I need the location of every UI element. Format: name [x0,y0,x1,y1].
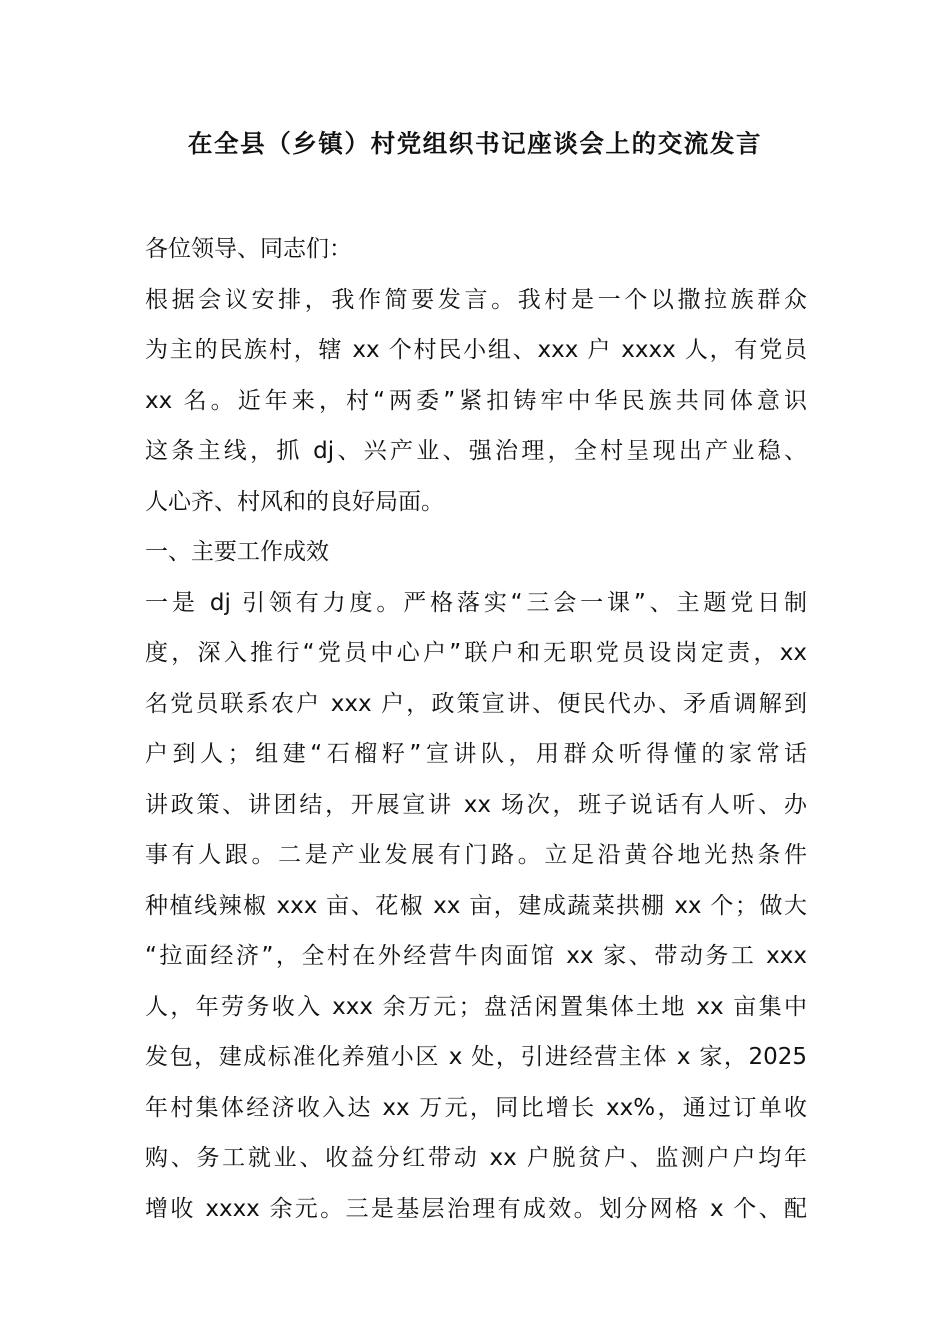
paragraph-line: 发包，建成标准化养殖小区 x 处，引进经营主体 x 家，2025 [145,1044,807,1070]
paragraph-line: 讲政策、讲团结，开展宣讲 xx 场次，班子说话有人听、办 [145,791,807,818]
paragraph-line: 一是 dj 引领有力度。严格落实“三会一课”、主题党日制 [145,589,807,616]
paragraph-line: xx 名。近年来，村“两委”紧扣铸牢中华民族共同体意识 [145,387,807,414]
paragraph-line: 各位领导、同志们： [145,236,352,262]
paragraph-line: 购、务工就业、收益分红带动 xx 户脱贫户、监测户户均年 [145,1145,807,1171]
document-title: 在全县（乡镇）村党组织书记座谈会上的交流发言 [187,129,763,158]
paragraph-line: “拉面经济”，全村在外经营牛肉面馆 xx 家、带动务工 xxx [145,943,807,969]
paragraph-line: 增收 xxxx 余元。三是基层治理有成效。划分网格 x 个、配 [145,1195,807,1222]
paragraph-line: 户到人；组建“石榴籽”宣讲队，用群众听得懂的家常话 [145,741,807,767]
paragraph-line: 度，深入推行“党员中心户”联户和无职党员设岗定责，xx [145,640,807,666]
paragraph-line: 为主的民族村，辖 xx 个村民小组、xxx 户 xxxx 人，有党员 [145,337,807,363]
paragraph-line: 事有人跟。二是产业发展有门路。立足沿黄谷地光热条件 [145,842,807,868]
paragraph-line: 人，年劳务收入 xxx 余万元；盘活闲置集体土地 xx 亩集中 [145,993,807,1020]
paragraph-line: 根据会议安排，我作简要发言。我村是一个以撒拉族群众 [145,286,807,313]
paragraph-line: 一、主要工作成效 [145,539,329,565]
paragraph-line: 这条主线，抓 dj、兴产业、强治理，全村呈现出产业稳、 [145,438,807,464]
paragraph-line: 种植线辣椒 xxx 亩、花椒 xx 亩，建成蔬菜拱棚 xx 个；做大 [145,892,807,919]
paragraph-line: 人心齐、村风和的良好局面。 [145,488,444,515]
paragraph-line: 名党员联系农户 xxx 户，政策宣讲、便民代办、矛盾调解到 [145,690,807,717]
document-body [145,224,807,1234]
paragraph-line: 年村集体经济收入达 xx 万元，同比增长 xx%，通过订单收 [145,1094,807,1121]
